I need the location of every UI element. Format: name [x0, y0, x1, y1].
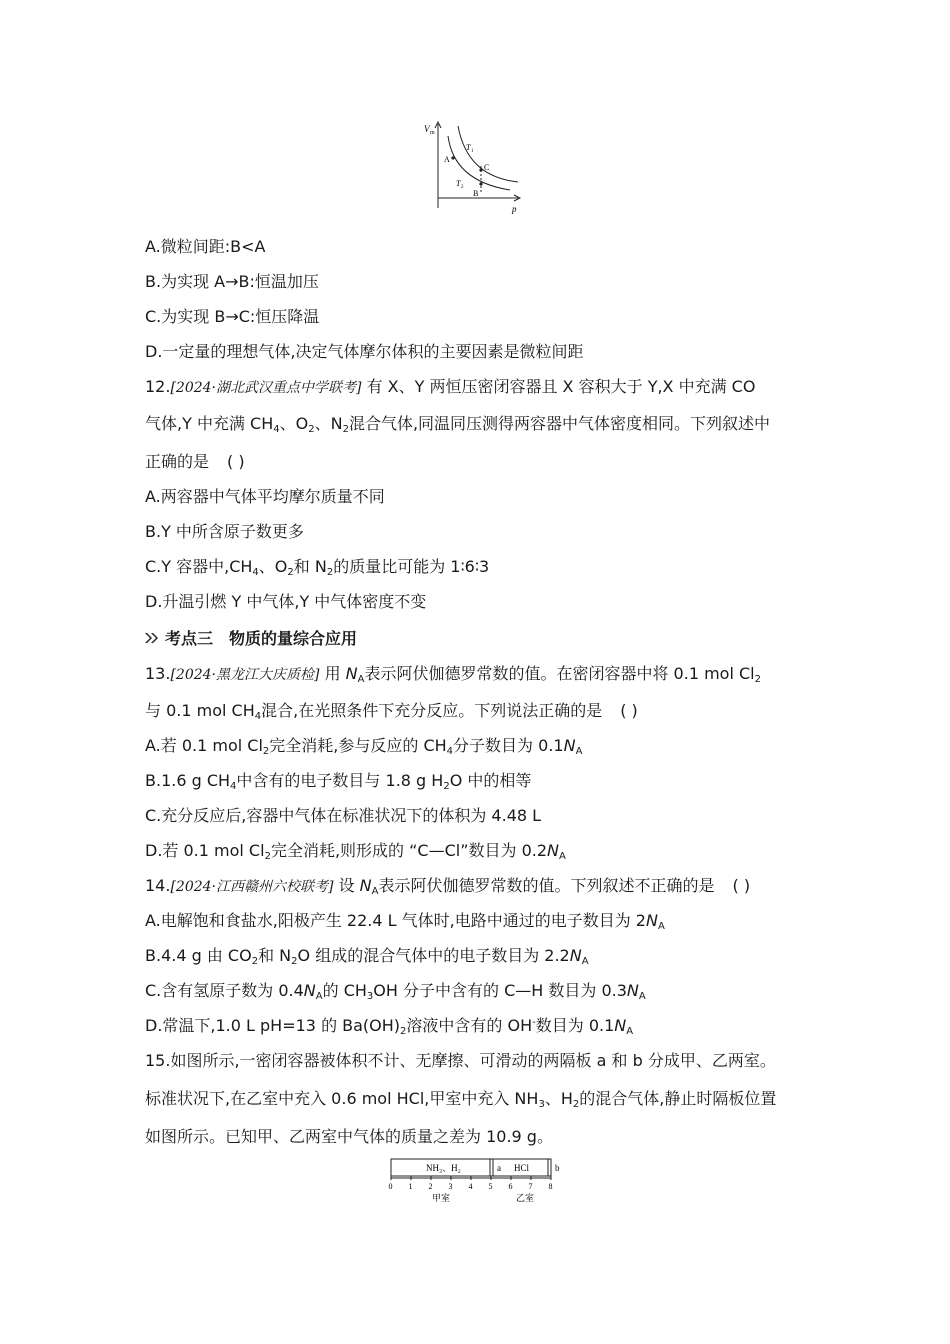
sub: 4 — [254, 711, 262, 722]
q12-stem-line-2 — [145, 413, 770, 435]
q12-stem-3: 正确的是 — [145, 452, 210, 471]
sub: A — [626, 1026, 634, 1037]
sub: 3 — [366, 991, 374, 1002]
sup: - — [532, 1017, 536, 1028]
text: 、H — [544, 1089, 573, 1108]
q12-stem-2d: 混合气体,同温同压测得两容器中气体密度相同。下列叙述中 — [348, 414, 771, 433]
left-gas-label: NH₃、H₂ — [426, 1163, 461, 1173]
point-a — [451, 156, 454, 159]
section-title: 考点三 物质的量综合应用 — [165, 629, 358, 648]
sub: 2 — [287, 567, 294, 578]
vm-p-graph — [420, 118, 530, 216]
text: C.Y 容器中,CH — [145, 557, 253, 576]
text: 的混合气体,静止时隔板位置 — [579, 1089, 777, 1108]
q11-option-c: C.为实现 B→C:恒压降温 — [145, 307, 320, 326]
container-diagram — [382, 1156, 572, 1206]
na-symbol: N — [345, 664, 358, 683]
scale-tick-label: 8 — [548, 1182, 553, 1191]
plate-b-label: b — [555, 1163, 560, 1173]
q13-option-d — [145, 840, 566, 862]
q14-option-b — [145, 945, 589, 967]
answer-paren: ( ) — [732, 876, 751, 895]
q13-source: [2024·黑龙江大庆质检] — [170, 667, 320, 683]
sub: 2 — [342, 424, 349, 435]
sub: 4 — [252, 567, 259, 578]
sub: A — [371, 886, 379, 897]
right-gas-label: HCl — [514, 1163, 530, 1173]
q12-stem-line-1 — [145, 376, 755, 399]
y-axis-sub: m — [430, 130, 435, 136]
scale-tick-label: 0 — [388, 1182, 393, 1191]
q14-option-c — [145, 980, 646, 1002]
sub: 4 — [273, 424, 280, 435]
y-axis-label: V — [424, 124, 430, 134]
q15-line-2 — [145, 1088, 776, 1110]
q12-option-a: A.两容器中气体平均摩尔质量不同 — [145, 487, 385, 506]
q12-option-d: D.升温引燃 Y 中气体,Y 中气体密度不变 — [145, 592, 427, 611]
plate-a-label: a — [497, 1163, 501, 1173]
sub: A — [657, 921, 665, 932]
text: O 中的相等 — [449, 771, 532, 790]
na-symbol: N — [646, 911, 658, 930]
q14-option-d — [145, 1015, 633, 1037]
text: A.电解饱和食盐水,阳极产生 22.4 L 气体时,电路中通过的电子数目为 2 — [145, 911, 646, 930]
q12-stem-2a: 气体,Y 中充满 CH — [145, 414, 274, 433]
text: 与 0.1 mol CH — [145, 701, 255, 720]
answer-paren: ( ) — [620, 701, 638, 720]
left-room-label: 甲室 — [432, 1193, 451, 1203]
sub: 2 — [291, 956, 298, 967]
sub: 2 — [308, 424, 315, 435]
q12-option-b: B.Y 中所含原子数更多 — [145, 522, 304, 541]
na-symbol: N — [547, 841, 559, 860]
q11-option-a: A.微粒间距:B<A — [145, 237, 266, 256]
text: A.若 0.1 mol Cl — [145, 736, 263, 755]
na-symbol: N — [359, 876, 372, 895]
text: 和 N — [258, 946, 292, 965]
curve-t2-label: T — [456, 179, 461, 188]
curve-t1-label: T — [466, 143, 471, 152]
q15-line-3: 如图所示。已知甲、乙两室中气体的质量之差为 10.9 g。 — [145, 1127, 553, 1146]
text: B.1.6 g CH — [145, 771, 231, 790]
point-a-label: A — [444, 155, 450, 164]
q12-stem-2b: 、O — [279, 414, 309, 433]
text: D.若 0.1 mol Cl — [145, 841, 265, 860]
section-header — [145, 626, 357, 649]
text: 用 — [324, 664, 346, 683]
q12-option-c — [145, 556, 489, 578]
na-symbol: N — [626, 981, 639, 1000]
q12-source: [2024·湖北武汉重点中学联考] — [170, 380, 362, 396]
sub: 3 — [538, 1099, 545, 1110]
scale-tick-label: 4 — [468, 1182, 473, 1191]
point-c-label: C — [484, 163, 490, 172]
q12-stem-2c: 、N — [314, 414, 343, 433]
q15-line-1: 15.如图所示,一密闭容器被体积不计、无摩擦、可滑动的两隔板 a 和 b 分成甲、乙两室。 — [145, 1051, 776, 1070]
sub: A — [575, 746, 583, 757]
text: 中含有的电子数目与 1.8 g H — [236, 771, 444, 790]
text: OH 分子中含有的 C—H 数目为 0.3 — [373, 981, 627, 1000]
text: C.含有氢原子数为 0.4 — [145, 981, 304, 1000]
sub: 2 — [251, 956, 259, 967]
sub: 2 — [400, 1026, 407, 1037]
text: 标准状况下,在乙室中充入 0.6 mol HCl,甲室中充入 NH — [145, 1089, 539, 1108]
q14-source: [2024·江西赣州六校联考] — [170, 879, 334, 895]
sub: 2 — [754, 674, 761, 685]
na-symbol: N — [303, 981, 316, 1000]
scale-tick-label: 7 — [528, 1182, 533, 1191]
q14-number: 14. — [145, 876, 171, 895]
na-symbol: N — [614, 1016, 627, 1035]
na-symbol: N — [563, 736, 576, 755]
q12-stem-1: 有 X、Y 两恒压密闭容器且 X 容积大于 Y,X 中充满 CO — [366, 377, 756, 396]
q13-option-a — [145, 735, 582, 757]
sub: 2 — [262, 746, 270, 757]
text: 完全消耗,则形成的 “C—Cl”数目为 0.2 — [270, 841, 548, 860]
text: 、O — [258, 557, 288, 576]
text: 的 CH — [322, 981, 367, 1000]
curve-t1 — [458, 126, 518, 182]
right-room-label: 乙室 — [516, 1193, 535, 1203]
text: 溶液中含有的 OH — [406, 1016, 533, 1035]
q13-stem-line-1 — [145, 663, 761, 686]
text: B.4.4 g 由 CO — [145, 946, 252, 965]
curve-t1-sub: 1 — [471, 149, 474, 154]
scale-tick-label: 5 — [488, 1182, 493, 1191]
q14-option-a — [145, 910, 665, 932]
q13-option-c: C.充分反应后,容器中气体在标准状况下的体积为 4.48 L — [145, 806, 542, 825]
sub: A — [581, 956, 589, 967]
scale-tick-label: 6 — [508, 1182, 513, 1191]
sub: A — [638, 991, 646, 1002]
scale-tick-label: 3 — [448, 1182, 453, 1191]
sub: 2 — [326, 567, 334, 578]
text: 表示阿伏伽德罗常数的值。下列叙述不正确的是 — [378, 876, 715, 895]
text: 和 N — [293, 557, 327, 576]
sub: A — [357, 674, 365, 685]
q11-option-d: D.一定量的理想气体,决定气体摩尔体积的主要因素是微粒间距 — [145, 342, 584, 361]
scale-tick-label: 1 — [408, 1182, 413, 1191]
sub: 2 — [443, 781, 450, 792]
point-c — [479, 168, 482, 171]
sub: A — [315, 991, 323, 1002]
text: 分子数目为 0.1 — [453, 736, 564, 755]
text: O 组成的混合气体中的电子数目为 2.2 — [297, 946, 570, 965]
double-chevron-icon — [145, 632, 159, 644]
text: 数目为 0.1 — [535, 1016, 615, 1035]
text: 完全消耗,参与反应的 CH — [269, 736, 447, 755]
curve-t2-sub: 2 — [461, 185, 464, 190]
x-axis-label: p — [512, 204, 517, 214]
answer-paren: ( ) — [227, 452, 245, 471]
text: D.常温下,1.0 L pH=13 的 Ba(OH) — [145, 1016, 401, 1035]
text: 混合,在光照条件下充分反应。下列说法正确的是 — [261, 701, 603, 720]
sub: 2 — [572, 1099, 580, 1110]
scale-tick-label: 2 — [428, 1182, 433, 1191]
q12-stem-line-3 — [145, 451, 245, 473]
q13-stem-line-2 — [145, 700, 638, 722]
point-b — [479, 182, 482, 185]
q11-option-b: B.为实现 A→B:恒温加压 — [145, 272, 319, 291]
q12-number: 12. — [145, 377, 171, 396]
text: 的质量比可能为 1∶6∶3 — [333, 557, 490, 576]
q13-option-b — [145, 770, 531, 792]
sub: A — [558, 851, 566, 862]
sub: 2 — [264, 851, 271, 862]
q14-stem — [145, 875, 750, 898]
q13-number: 13. — [145, 664, 171, 683]
na-symbol: N — [569, 946, 582, 965]
text: 表示阿伏伽德罗常数的值。在密闭容器中将 0.1 mol Cl — [364, 664, 755, 683]
text: 设 — [338, 876, 360, 895]
sub: 4 — [230, 781, 237, 792]
point-b-label: B — [473, 189, 479, 198]
sub: 4 — [446, 746, 454, 757]
